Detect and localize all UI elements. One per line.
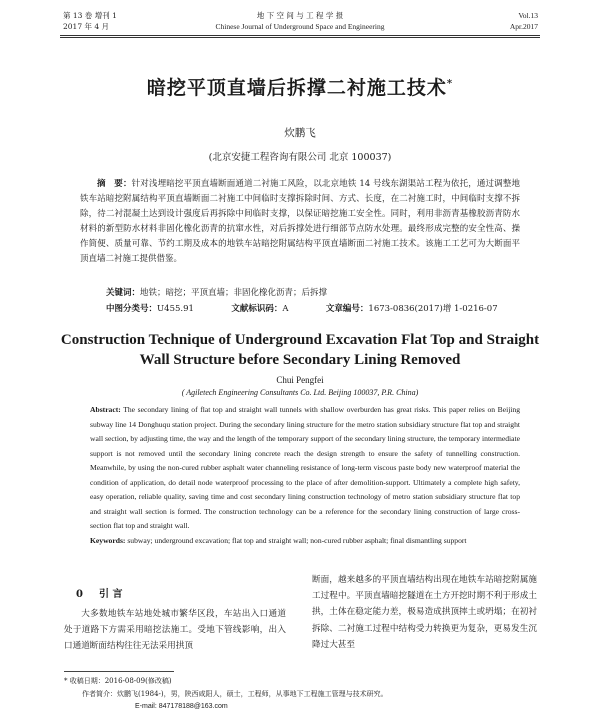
footnote-email: E-mail: 847178188@163.com xyxy=(135,703,228,710)
footnote-rule xyxy=(64,671,174,672)
doc-code-value: A xyxy=(282,304,289,314)
clc-value: U455.91 xyxy=(157,304,194,314)
footnote-bio: 作者简介：炊鹏飞(1984-)，男，陕西咸阳人，硕士，工程师，从事地下工程施工管理与技术研究。 xyxy=(82,690,388,698)
body-column-left: 大多数地铁车站地处城市繁华区段，车站出入口通道处于道路下方需采用暗挖法施工。受地下管线影响，出入口通道断面结构往往无法采用拱顶 xyxy=(64,609,286,652)
section-number: 0 xyxy=(76,589,83,600)
section-heading xyxy=(76,585,122,600)
keywords-en-label: Keywords: xyxy=(90,536,126,545)
keywords-en-text: subway; underground excavation; flat top and straight wall; non-cured rubber asphalt; final dismantling support xyxy=(127,536,467,545)
keywords-cn-label: 关键词： xyxy=(106,288,141,298)
abstract-cn-label: 摘 要： xyxy=(97,179,132,189)
header-journal-en: Chinese Journal of Underground Space and Engineering xyxy=(215,22,385,31)
section-title: 引 言 xyxy=(98,589,123,600)
header-rule-2 xyxy=(60,37,540,38)
author-cn: 炊鹏飞 xyxy=(284,127,316,139)
abstract-cn-text: 针对浅埋暗挖平顶直墙断面通道二衬施工风险，以北京地铁 14 号线东湖渠站工程为依托，通过调整地铁车站暗挖附属结构平顶直墙断面二衬施工中间临时支撑拆除时间、方式、长度，在二衬施工时，中间临时支撑不拆除，待二衬混凝土达到设计强度后再拆除中间临时支撑，以保证暗挖施工安全性。同时，利用非沥青基橡胶沥青防水材料的新型防水材料非固化橡化沥青的抗窜水性，对后拆撑处进行细部节点防水处理。最终形成完整的安全性高、操作简便、质量可靠、节约工期及成本的地铁车站暗挖附属结构平顶直墙断面二衬施工技术。该施工工艺可为大断面平顶直墙二衬施工提供借鉴。 xyxy=(80,179,520,264)
header-date-cn: 2017 年 4 月 xyxy=(63,22,110,31)
header-rule xyxy=(60,35,540,36)
classification-line xyxy=(106,302,526,317)
paper-title-en: Construction Technique of Underground Excavation Flat Top and Straight Wall Structure before Secondary Lining Removed xyxy=(60,332,540,368)
footnote-received: * 收稿日期：2016-08-09(修改稿) xyxy=(64,677,172,685)
header-journal-cn: 地 下 空 间 与 工 程 学 报 xyxy=(256,11,344,20)
doc-code-label: 文献标识码： xyxy=(231,304,283,314)
author-en: Chui Pengfei xyxy=(276,375,324,385)
affiliation-en: ( Agiletech Engineering Consultants Co. Ltd. Beijing 100037, P.R. China) xyxy=(181,388,419,397)
title-footnote-mark: * xyxy=(446,78,454,90)
body-column-right: 断面，越来越多的平顶直墙结构出现在地铁车站暗挖附属施工过程中。平顶直墙暗挖隧道在土方开挖时期不利于形成土拱，土体在稳定能力差，极易造成拱顶摔土或坍塌；在初衬拆除、二衬施工过程中结构受力转换更为复杂，更易发生沉降过大甚至 xyxy=(312,575,537,650)
abstract-cn xyxy=(80,177,520,267)
clc-label: 中图分类号： xyxy=(106,304,158,314)
abstract-en-text: The secondary lining of flat top and straight wall tunnels with shallow overburden has great risks. This paper relies on Beijing subway line 14 Donghuqu station project. During the secondary lining structure for the metro station subsidiary structure flat top and straight wall section, by adjusting time, the way and the length of the temporary support of the secondary lining structure, the temporary intermediate support is not removed until the secondary lining concrete reach the design strength to ensure the safety of tunnelling construction. Meanwhile, by using the non-cured rubber asphalt water channeling resistance of long-term viscous paste body new waterproof material the condition of application, do detail node waterproof processing to the place of after demolition-support. Ultimately a complete high safety, easy operation, reliable quality, saving time and cost secondary lining construction technology of metro station subsidiary structure flat top and straight wall section is formed. The construction technology can be a reference for the secondary lining construction of large cross-section flat top and straight wall. xyxy=(90,405,521,530)
header-volume-en: Vol.13 xyxy=(518,11,538,20)
paper-title-cn xyxy=(0,73,600,100)
keywords-cn-text: 地铁；暗挖；平顶直墙；非固化橡化沥青；后拆撑 xyxy=(140,288,328,298)
header-date-en: Apr.2017 xyxy=(509,22,538,31)
affiliation-cn: (北京安捷工程咨询有限公司 北京 100037) xyxy=(208,152,392,163)
paper-title-cn-text: 暗挖平顶直墙后拆撑二衬施工技术 xyxy=(146,77,447,99)
abstract-en-label: Abstract: xyxy=(90,405,121,414)
abstract-en xyxy=(90,403,520,534)
keywords-cn xyxy=(106,286,520,301)
header-volume-cn: 第 13 卷 增刊 1 xyxy=(63,11,117,20)
article-no-value: 1673-0836(2017)增 1-0216-07 xyxy=(368,304,498,314)
article-no-label: 文章编号： xyxy=(325,304,369,314)
keywords-en xyxy=(90,534,520,549)
